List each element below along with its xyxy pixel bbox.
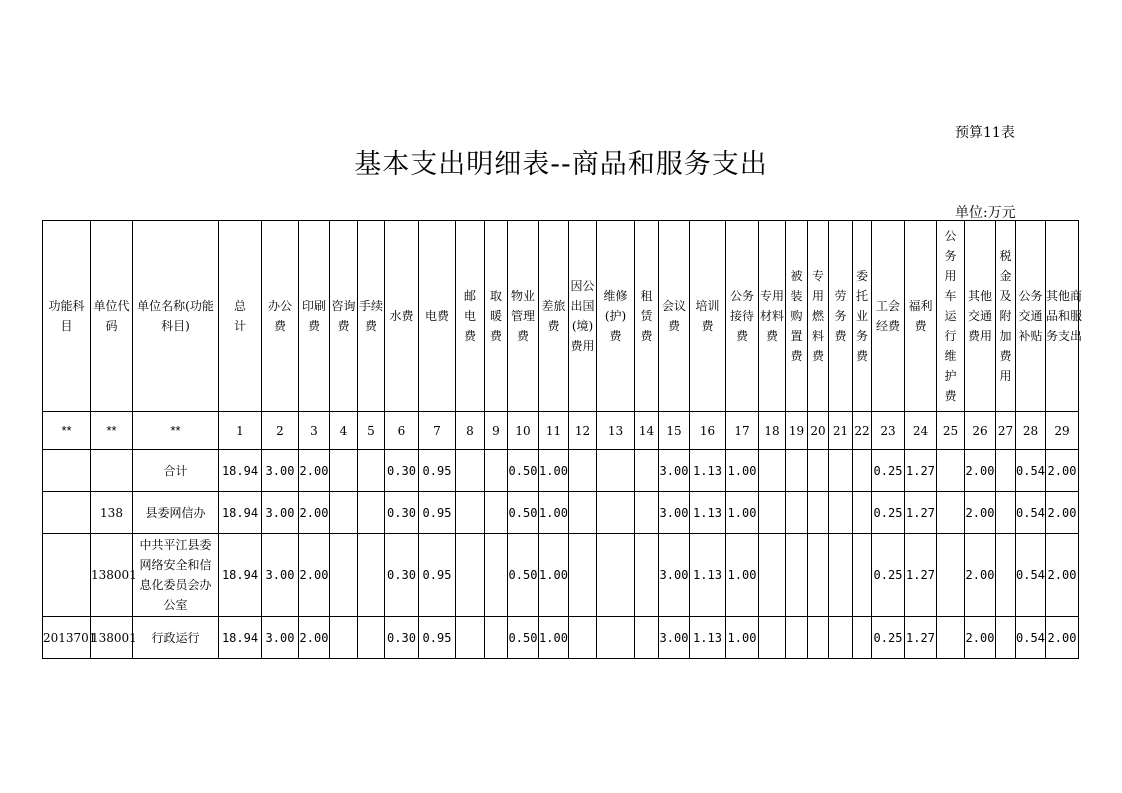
value-cell: 3.00 [659,492,690,534]
value-cell [786,534,808,617]
value-cell: 2.00 [299,617,330,659]
col-header: 劳务费 [829,221,853,412]
value-cell: 3.00 [262,450,299,492]
col-header: 专用燃料费 [808,221,829,412]
value-cell [358,450,385,492]
value-cell: 2.00 [1046,534,1079,617]
table-row-unit [43,492,1079,534]
index-cell: 12 [569,412,597,450]
value-cell: 0.50 [508,534,539,617]
label-cell: 合计 [133,450,219,492]
column-index-row [43,412,1079,450]
value-cell [996,617,1016,659]
value-cell [829,450,853,492]
index-cell: 5 [358,412,385,450]
table-row-org [43,534,1079,617]
index-cell: 16 [690,412,726,450]
value-cell [330,534,358,617]
index-cell: 24 [905,412,937,450]
value-cell: 2.00 [965,617,996,659]
value-cell: 3.00 [262,492,299,534]
index-cell: 28 [1016,412,1046,450]
value-cell: 1.27 [905,492,937,534]
value-cell [996,534,1016,617]
index-cell: 9 [485,412,508,450]
label-cell [43,534,91,617]
index-cell: 18 [759,412,786,450]
value-cell [808,450,829,492]
label-cell: 行政运行 [133,617,219,659]
value-cell: 3.00 [659,534,690,617]
value-cell [569,450,597,492]
index-cell: 2 [262,412,299,450]
col-header: 培训费 [690,221,726,412]
label-cell: 县委网信办 [133,492,219,534]
value-cell: 2.00 [1046,450,1079,492]
col-header: 委托业务费 [853,221,872,412]
index-cell: 10 [508,412,539,450]
value-cell: 3.00 [262,534,299,617]
label-cell: 138001 [91,617,133,659]
index-cell: 6 [385,412,419,450]
col-header: 公务交通补贴 [1016,221,1046,412]
value-cell [829,492,853,534]
value-cell: 0.54 [1016,492,1046,534]
value-cell: 18.94 [219,450,262,492]
index-cell: 11 [539,412,569,450]
value-cell: 1.13 [690,450,726,492]
value-cell [485,492,508,534]
col-header: 税金及附加费用 [996,221,1016,412]
value-cell: 0.50 [508,492,539,534]
col-header: 咨询费 [330,221,358,412]
index-cell: 3 [299,412,330,450]
value-cell [456,492,485,534]
page-title: 基本支出明细表--商品和服务支出 [354,149,768,180]
col-header: 水费 [385,221,419,412]
table-row-total [43,450,1079,492]
value-cell: 1.00 [726,492,759,534]
col-header: 功能科目 [43,221,91,412]
value-cell [485,450,508,492]
value-cell [635,450,659,492]
table-row-function [43,617,1079,659]
label-cell: 138 [91,492,133,534]
col-header: 单位名称(功能科目) [133,221,219,412]
value-cell: 0.30 [385,492,419,534]
value-cell: 18.94 [219,492,262,534]
value-cell [597,534,635,617]
col-header: 公务接待费 [726,221,759,412]
value-cell: 1.27 [905,450,937,492]
col-header: 专用材料费 [759,221,786,412]
value-cell [759,534,786,617]
value-cell: 2.00 [1046,617,1079,659]
value-cell [597,492,635,534]
value-cell: 0.54 [1016,534,1046,617]
value-cell: 0.25 [872,492,905,534]
value-cell [456,534,485,617]
value-cell: 0.30 [385,617,419,659]
index-cell: 19 [786,412,808,450]
label-cell [91,450,133,492]
value-cell: 0.50 [508,617,539,659]
value-cell [786,492,808,534]
value-cell [829,534,853,617]
col-header: 福利费 [905,221,937,412]
value-cell [759,617,786,659]
label-cell: 138001 [91,534,133,617]
index-cell: 17 [726,412,759,450]
value-cell: 0.95 [419,617,456,659]
value-cell: 2.00 [299,534,330,617]
value-cell: 0.25 [872,617,905,659]
value-cell [759,492,786,534]
value-cell: 0.54 [1016,450,1046,492]
value-cell: 1.27 [905,534,937,617]
value-cell: 2.00 [965,450,996,492]
value-cell: 1.00 [539,492,569,534]
value-cell [358,617,385,659]
value-cell: 0.95 [419,534,456,617]
unit-label: 单位:万元 [955,205,1016,221]
col-header: 物业管理费 [508,221,539,412]
value-cell: 1.13 [690,492,726,534]
value-cell: 0.25 [872,534,905,617]
label-cell [43,450,91,492]
value-cell [597,617,635,659]
col-header: 印刷费 [299,221,330,412]
value-cell [853,450,872,492]
value-cell: 1.00 [539,450,569,492]
index-cell: 7 [419,412,456,450]
value-cell: 2.00 [299,492,330,534]
value-cell: 3.00 [659,617,690,659]
col-header: 总计 [219,221,262,412]
index-cell: 29 [1046,412,1079,450]
value-cell [808,534,829,617]
value-cell [808,617,829,659]
value-cell [569,534,597,617]
index-cell: 22 [853,412,872,450]
value-cell [853,534,872,617]
index-cell: 27 [996,412,1016,450]
index-cell: 1 [219,412,262,450]
col-header: 维修(护)费 [597,221,635,412]
value-cell [829,617,853,659]
col-header: 会议费 [659,221,690,412]
value-cell: 1.00 [726,534,759,617]
col-header: 取暖费 [485,221,508,412]
label-cell: 2013701 [43,617,91,659]
value-cell: 0.30 [385,534,419,617]
index-cell: 15 [659,412,690,450]
value-cell [569,617,597,659]
value-cell: 1.27 [905,617,937,659]
value-cell [937,492,965,534]
value-cell [635,534,659,617]
value-cell: 18.94 [219,534,262,617]
index-cell: 13 [597,412,635,450]
value-cell [330,450,358,492]
value-cell [597,450,635,492]
col-header: 其他交通费用 [965,221,996,412]
value-cell [996,450,1016,492]
value-cell: 3.00 [262,617,299,659]
col-header: 工会经费 [872,221,905,412]
value-cell: 0.95 [419,450,456,492]
value-cell: 0.30 [385,450,419,492]
col-header: 办公费 [262,221,299,412]
value-cell [358,534,385,617]
value-cell [786,617,808,659]
value-cell [996,492,1016,534]
value-cell: 0.25 [872,450,905,492]
index-cell: 8 [456,412,485,450]
col-header: 被装购置费 [786,221,808,412]
value-cell [456,450,485,492]
value-cell [358,492,385,534]
value-cell [330,617,358,659]
index-cell: 14 [635,412,659,450]
col-header: 手续费 [358,221,385,412]
col-header: 电费 [419,221,456,412]
col-header: 租赁费 [635,221,659,412]
col-header: 差旅费 [539,221,569,412]
index-cell: 25 [937,412,965,450]
value-cell: 2.00 [965,492,996,534]
col-header: 邮电费 [456,221,485,412]
value-cell: 2.00 [1046,492,1079,534]
index-cell: 26 [965,412,996,450]
value-cell [485,617,508,659]
value-cell: 0.50 [508,450,539,492]
value-cell [635,492,659,534]
value-cell: 2.00 [965,534,996,617]
value-cell [853,617,872,659]
value-cell [937,617,965,659]
value-cell [456,617,485,659]
index-cell: 4 [330,412,358,450]
value-cell [937,534,965,617]
label-cell [43,492,91,534]
value-cell [808,492,829,534]
label-cell: 中共平江县委网络安全和信息化委员会办公室 [133,534,219,617]
value-cell [759,450,786,492]
value-cell [786,450,808,492]
value-cell: 1.13 [690,617,726,659]
value-cell: 1.00 [726,617,759,659]
value-cell: 18.94 [219,617,262,659]
index-cell: 20 [808,412,829,450]
expenditure-table [42,220,1083,659]
table-number: 预算11表 [955,125,1015,141]
value-cell [569,492,597,534]
value-cell [937,450,965,492]
value-cell: 2.00 [299,450,330,492]
value-cell: 0.54 [1016,617,1046,659]
value-cell: 1.13 [690,534,726,617]
index-cell: 21 [829,412,853,450]
col-header: 因公出国(境)费用 [569,221,597,412]
value-cell [635,617,659,659]
value-cell [485,534,508,617]
index-cell: 23 [872,412,905,450]
value-cell: 1.00 [539,534,569,617]
col-header: 公务用车运行维护费 [937,221,965,412]
value-cell: 3.00 [659,450,690,492]
index-cell: ** [43,412,91,450]
col-header: 其他商品和服务支出 [1046,221,1079,412]
value-cell: 1.00 [726,450,759,492]
col-header: 单位代码 [91,221,133,412]
value-cell: 0.95 [419,492,456,534]
index-cell: ** [91,412,133,450]
value-cell [330,492,358,534]
value-cell: 1.00 [539,617,569,659]
value-cell [853,492,872,534]
header-row [43,221,1079,412]
index-cell: ** [133,412,219,450]
